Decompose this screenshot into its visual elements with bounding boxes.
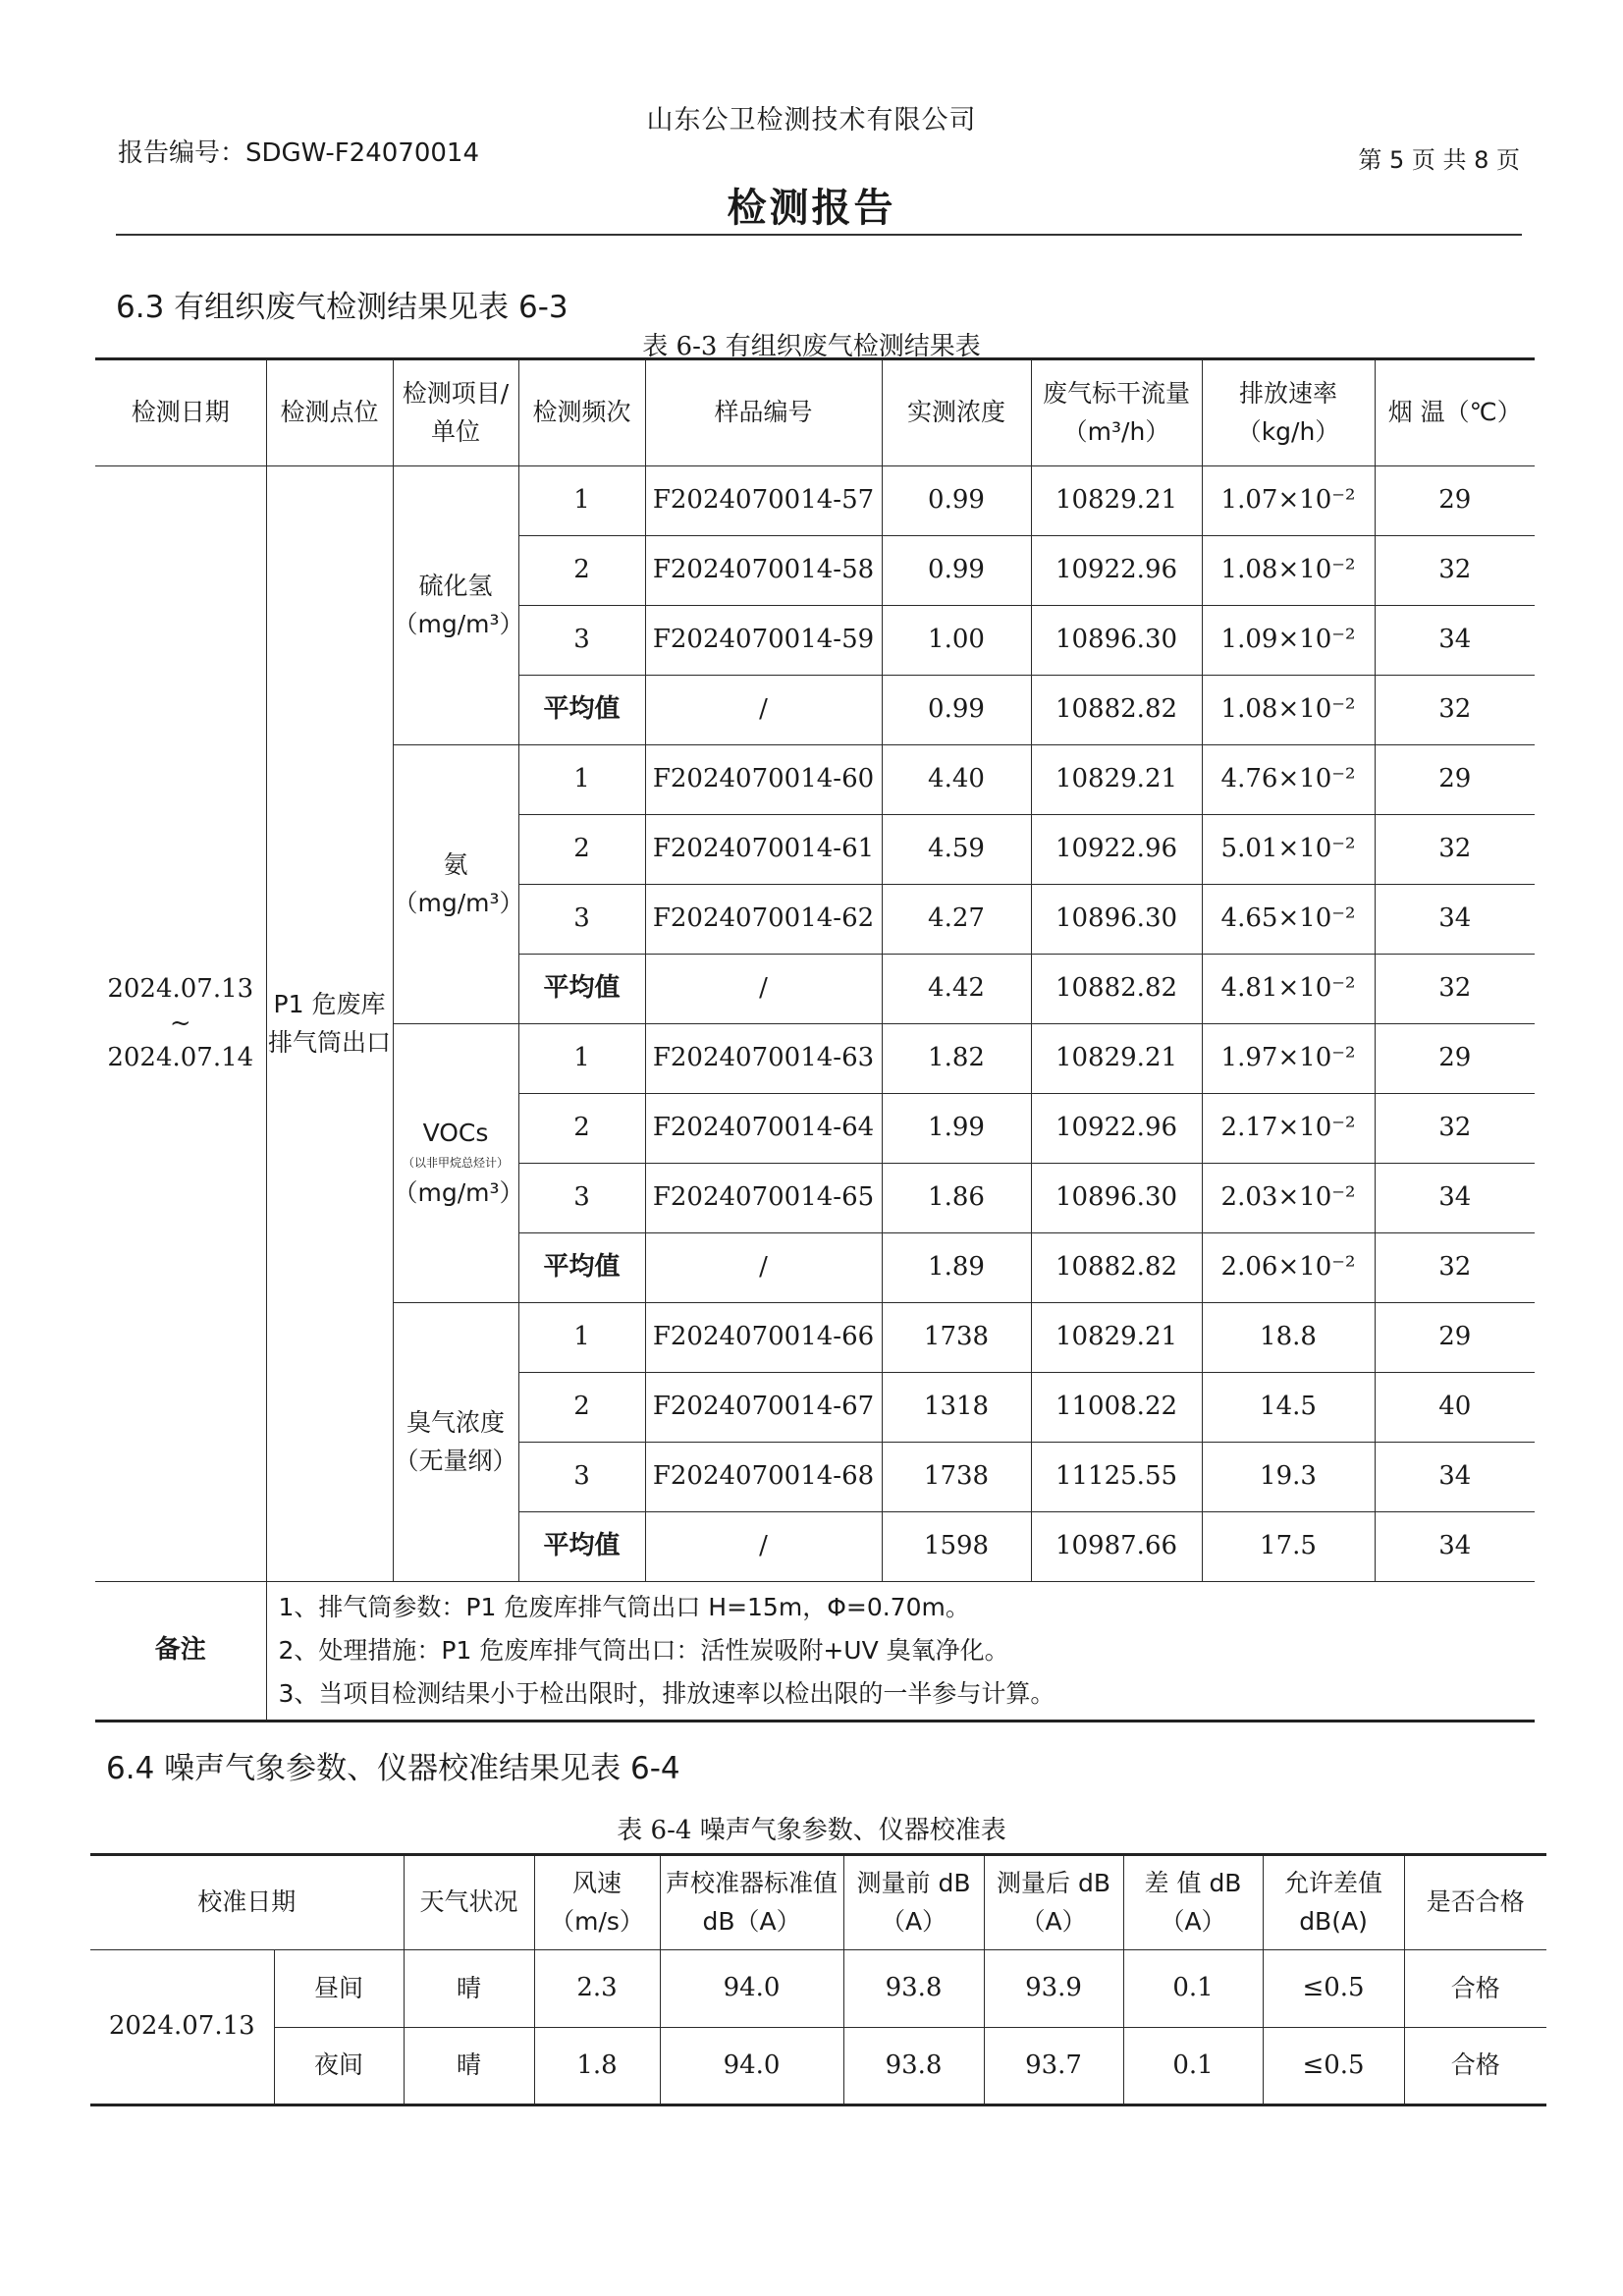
flow-cell: 10922.96 xyxy=(1031,536,1202,606)
sample-cell: F2024070014-63 xyxy=(645,1024,882,1094)
conc-cell: 1.99 xyxy=(882,1094,1031,1164)
sample-cell: F2024070014-67 xyxy=(645,1373,882,1443)
item-vocs-note: （以非甲烷总烃计） xyxy=(402,1156,509,1171)
note-item: 3、当项目检测结果小于检出限时，排放速率以检出限的一半参与计算。 xyxy=(278,1678,1055,1708)
sample-cell: / xyxy=(645,1512,882,1582)
sample-cell: F2024070014-61 xyxy=(645,815,882,885)
sample-cell: F2024070014-66 xyxy=(645,1303,882,1373)
detection-date-cell: 2024.07.13 ~ 2024.07.14 xyxy=(95,466,266,1582)
flow-cell: 10922.96 xyxy=(1031,815,1202,885)
sample-cell: F2024070014-60 xyxy=(645,745,882,815)
freq-cell: 1 xyxy=(518,745,645,815)
sample-cell: F2024070014-68 xyxy=(645,1443,882,1512)
rate-cell: 5.01×10⁻² xyxy=(1202,815,1375,885)
flow-cell: 10896.30 xyxy=(1031,885,1202,955)
conc-cell: 4.59 xyxy=(882,815,1031,885)
freq-cell-average: 平均值 xyxy=(518,676,645,745)
flow-cell: 10882.82 xyxy=(1031,1233,1202,1303)
temp-cell: 34 xyxy=(1375,606,1535,676)
temp-cell: 29 xyxy=(1375,466,1535,536)
temp-cell: 40 xyxy=(1375,1373,1535,1443)
page-number: 第 5 页 共 8 页 xyxy=(1358,146,1520,174)
sample-cell: F2024070014-64 xyxy=(645,1094,882,1164)
report-number: 报告编号：SDGW-F24070014 xyxy=(118,138,479,168)
rate-cell: 4.65×10⁻² xyxy=(1202,885,1375,955)
table-header-row xyxy=(95,359,1535,466)
notes-row xyxy=(95,1582,1535,1722)
sample-cell: F2024070014-59 xyxy=(645,606,882,676)
flow-cell: 10987.66 xyxy=(1031,1512,1202,1582)
flow-cell: 10829.21 xyxy=(1031,1024,1202,1094)
temp-cell: 32 xyxy=(1375,955,1535,1024)
cal-date-cell: 2024.07.13 xyxy=(90,1950,274,2105)
freq-cell-average: 平均值 xyxy=(518,1512,645,1582)
flow-cell: 10896.30 xyxy=(1031,606,1202,676)
section-6-3-title: 6.3 有组织废气检测结果见表 6-3 xyxy=(116,290,568,325)
item-cell-h2s: 硫化氢（mg/m³） xyxy=(393,466,518,745)
allow-cell: ≤0.5 xyxy=(1263,1950,1404,2028)
col-header-before: 测量前 dB（A） xyxy=(843,1855,984,1950)
note-item: 2、处理措施：P1 危废库排气筒出口：活性炭吸附+UV 臭氧净化。 xyxy=(278,1636,1009,1666)
flow-cell: 10829.21 xyxy=(1031,1303,1202,1373)
notes-label: 备注 xyxy=(95,1582,266,1722)
flow-cell: 10829.21 xyxy=(1031,466,1202,536)
flow-cell: 10882.82 xyxy=(1031,955,1202,1024)
temp-cell: 34 xyxy=(1375,1164,1535,1233)
sample-cell: F2024070014-57 xyxy=(645,466,882,536)
period-cell: 昼间 xyxy=(274,1950,404,2028)
rate-cell: 19.3 xyxy=(1202,1443,1375,1512)
allow-cell: ≤0.5 xyxy=(1263,2028,1404,2105)
temp-cell: 32 xyxy=(1375,815,1535,885)
before-cell: 93.8 xyxy=(843,2028,984,2105)
item-cell-vocs xyxy=(393,1024,524,1303)
conc-cell: 4.27 xyxy=(882,885,1031,955)
sample-cell: / xyxy=(645,955,882,1024)
col-header-wind: 风速（m/s） xyxy=(534,1855,660,1950)
flow-cell: 10922.96 xyxy=(1031,1094,1202,1164)
rate-cell: 1.09×10⁻² xyxy=(1202,606,1375,676)
rate-cell: 1.07×10⁻² xyxy=(1202,466,1375,536)
temp-cell: 29 xyxy=(1375,745,1535,815)
document-title: 检测报告 xyxy=(727,186,896,231)
conc-cell: 1.00 xyxy=(882,606,1031,676)
sample-cell: / xyxy=(645,1233,882,1303)
temp-cell: 29 xyxy=(1375,1303,1535,1373)
item-cell-odor: 臭气浓度（无量纲） xyxy=(393,1303,518,1582)
conc-cell: 1318 xyxy=(882,1373,1031,1443)
col-header-after: 测量后 dB（A） xyxy=(984,1855,1123,1950)
wind-cell: 2.3 xyxy=(534,1950,660,2028)
sample-cell: F2024070014-65 xyxy=(645,1164,882,1233)
detection-point-cell: P1 危废库排气筒出口 xyxy=(266,466,393,1582)
notes-content xyxy=(266,1582,1535,1722)
freq-cell: 2 xyxy=(518,536,645,606)
col-header-temp: 烟 温（℃） xyxy=(1375,359,1535,466)
pass-cell: 合格 xyxy=(1404,1950,1546,2028)
rate-cell: 2.17×10⁻² xyxy=(1202,1094,1375,1164)
col-header-cal-date: 校准日期 xyxy=(90,1855,404,1950)
company-name: 山东公卫检测技术有限公司 xyxy=(646,105,977,136)
flow-cell: 10829.21 xyxy=(1031,745,1202,815)
col-header-allow: 允许差值 dB(A) xyxy=(1263,1855,1404,1950)
col-header-point: 检测点位 xyxy=(266,359,393,466)
freq-cell-average: 平均值 xyxy=(518,1233,645,1303)
table-6-3 xyxy=(95,357,1535,1722)
header-divider xyxy=(116,234,1522,236)
table-6-3-caption: 表 6-3 有组织废气检测结果表 xyxy=(642,332,981,361)
conc-cell: 0.99 xyxy=(882,536,1031,606)
temp-cell: 29 xyxy=(1375,1024,1535,1094)
weather-cell: 晴 xyxy=(404,1950,534,2028)
temp-cell: 34 xyxy=(1375,1443,1535,1512)
diff-cell: 0.1 xyxy=(1123,1950,1263,2028)
rate-cell: 14.5 xyxy=(1202,1373,1375,1443)
after-cell: 93.9 xyxy=(984,1950,1123,2028)
flow-cell: 10896.30 xyxy=(1031,1164,1202,1233)
rate-cell: 1.97×10⁻² xyxy=(1202,1024,1375,1094)
rate-cell: 1.08×10⁻² xyxy=(1202,536,1375,606)
freq-cell: 1 xyxy=(518,1303,645,1373)
conc-cell: 1598 xyxy=(882,1512,1031,1582)
sample-cell: F2024070014-62 xyxy=(645,885,882,955)
freq-cell: 3 xyxy=(518,1164,645,1233)
freq-cell-average: 平均值 xyxy=(518,955,645,1024)
rate-cell: 18.8 xyxy=(1202,1303,1375,1373)
temp-cell: 32 xyxy=(1375,1094,1535,1164)
sample-cell: F2024070014-58 xyxy=(645,536,882,606)
rate-cell: 17.5 xyxy=(1202,1512,1375,1582)
standard-cell: 94.0 xyxy=(660,1950,843,2028)
rate-cell: 2.03×10⁻² xyxy=(1202,1164,1375,1233)
temp-cell: 32 xyxy=(1375,1233,1535,1303)
conc-cell: 0.99 xyxy=(882,676,1031,745)
rate-cell: 2.06×10⁻² xyxy=(1202,1233,1375,1303)
temp-cell: 32 xyxy=(1375,676,1535,745)
freq-cell: 2 xyxy=(518,1373,645,1443)
temp-cell: 34 xyxy=(1375,885,1535,955)
item-cell-ammonia: 氨（mg/m³） xyxy=(393,745,518,1024)
temp-cell: 32 xyxy=(1375,536,1535,606)
conc-cell: 1.86 xyxy=(882,1164,1031,1233)
conc-cell: 1.89 xyxy=(882,1233,1031,1303)
col-header-flow: 废气标干流量（m³/h） xyxy=(1031,359,1202,466)
conc-cell: 1738 xyxy=(882,1303,1031,1373)
conc-cell: 1738 xyxy=(882,1443,1031,1512)
freq-cell: 1 xyxy=(518,466,645,536)
before-cell: 93.8 xyxy=(843,1950,984,2028)
standard-cell: 94.0 xyxy=(660,2028,843,2105)
rate-cell: 1.08×10⁻² xyxy=(1202,676,1375,745)
col-header-sample-no: 样品编号 xyxy=(645,359,882,466)
freq-cell: 2 xyxy=(518,815,645,885)
freq-cell: 3 xyxy=(518,606,645,676)
freq-cell: 3 xyxy=(518,885,645,955)
weather-cell: 晴 xyxy=(404,2028,534,2105)
col-header-diff: 差 值 dB（A） xyxy=(1123,1855,1263,1950)
table-row xyxy=(95,466,1535,536)
flow-cell: 11125.55 xyxy=(1031,1443,1202,1512)
conc-cell: 1.82 xyxy=(882,1024,1031,1094)
col-header-concentration: 实测浓度 xyxy=(882,359,1031,466)
item-vocs-unit: （mg/m³） xyxy=(393,1177,524,1207)
temp-cell: 34 xyxy=(1375,1512,1535,1582)
col-header-date: 检测日期 xyxy=(95,359,266,466)
sample-cell: / xyxy=(645,676,882,745)
rate-cell: 4.76×10⁻² xyxy=(1202,745,1375,815)
diff-cell: 0.1 xyxy=(1123,2028,1263,2105)
flow-cell: 11008.22 xyxy=(1031,1373,1202,1443)
conc-cell: 4.40 xyxy=(882,745,1031,815)
conc-cell: 4.42 xyxy=(882,955,1031,1024)
col-header-frequency: 检测频次 xyxy=(518,359,645,466)
col-header-standard: 声校准器标准值 dB（A） xyxy=(660,1855,843,1950)
rate-cell: 4.81×10⁻² xyxy=(1202,955,1375,1024)
col-header-weather: 天气状况 xyxy=(404,1855,534,1950)
table-row xyxy=(90,2028,1546,2105)
col-header-item: 检测项目/单位 xyxy=(393,359,518,466)
note-item: 1、排气筒参数：P1 危废库排气筒出口 H=15m，Φ=0.70m。 xyxy=(278,1593,970,1622)
col-header-rate: 排放速率（kg/h） xyxy=(1202,359,1375,466)
item-vocs-label: VOCs xyxy=(422,1118,489,1147)
wind-cell: 1.8 xyxy=(534,2028,660,2105)
table-row xyxy=(90,1950,1546,2028)
flow-cell: 10882.82 xyxy=(1031,676,1202,745)
freq-cell: 1 xyxy=(518,1024,645,1094)
table-6-4 xyxy=(90,1853,1546,2106)
conc-cell: 0.99 xyxy=(882,466,1031,536)
pass-cell: 合格 xyxy=(1404,2028,1546,2105)
section-6-4-title: 6.4 噪声气象参数、仪器校准结果见表 6-4 xyxy=(106,1751,680,1786)
after-cell: 93.7 xyxy=(984,2028,1123,2105)
col-header-pass: 是否合格 xyxy=(1404,1855,1546,1950)
period-cell: 夜间 xyxy=(274,2028,404,2105)
freq-cell: 3 xyxy=(518,1443,645,1512)
table-6-4-caption: 表 6-4 噪声气象参数、仪器校准表 xyxy=(617,1816,1006,1845)
freq-cell: 2 xyxy=(518,1094,645,1164)
table-header-row xyxy=(90,1855,1546,1950)
